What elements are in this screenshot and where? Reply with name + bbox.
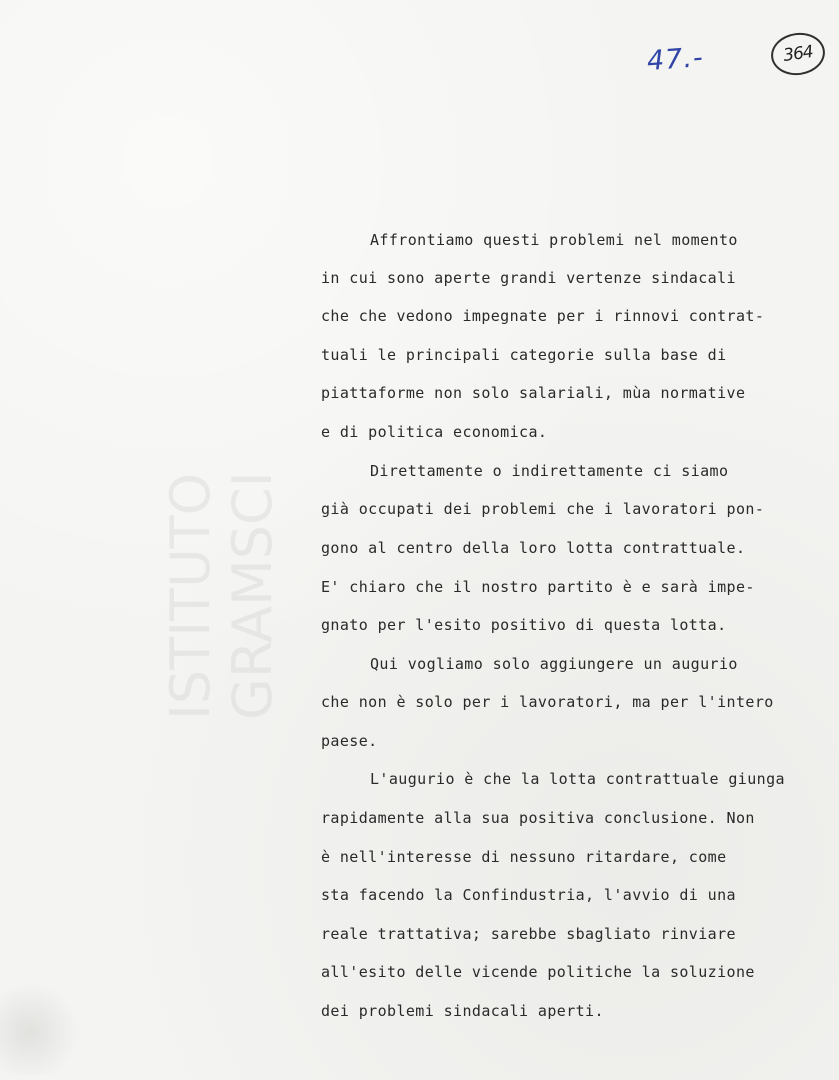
circled-number-text: 364 (782, 42, 814, 66)
text-line: Affrontiamo questi problemi nel momento (370, 231, 738, 249)
text-line: rapidamente alla sua positiva conclusione. Non (321, 809, 755, 827)
text-line: sta facendo la Confindustria, l'avvio di una (321, 886, 736, 904)
text-line: piattaforme non solo salariali, mùa normative (321, 384, 746, 402)
text-line: gnato per l'esito positivo di questa lotta. (321, 616, 727, 634)
text-line: all'esito delle vicende politiche la soluzione (321, 963, 755, 981)
text-line: Qui vogliamo solo aggiungere un augurio (370, 655, 738, 673)
text-line: dei problemi sindacali aperti. (321, 1002, 604, 1020)
text-line: L'augurio è che la lotta contrattuale giunga (370, 770, 785, 788)
text-line: in cui sono aperte grandi vertenze sindacali (321, 269, 736, 287)
text-line: che che vedono impegnate per i rinnovi contrat- (321, 307, 765, 325)
text-line: e di politica economica. (321, 423, 548, 441)
text-line: E' chiaro che il nostro partito è e sarà impe- (321, 578, 755, 596)
text-line: che non è solo per i lavoratori, ma per l'intero (321, 693, 774, 711)
text-line: paese. (321, 732, 378, 750)
text-line: è nell'interesse di nessuno ritardare, come (321, 848, 727, 866)
text-line: Direttamente o indirettamente ci siamo (370, 462, 729, 480)
text-line: gono al centro della loro lotta contrattuale. (321, 539, 746, 557)
archive-watermark: ISTITUTO GRAMSCI (159, 471, 284, 720)
text-line: tuali le principali categorie sulla base di (321, 346, 727, 364)
text-line: già occupati dei problemi che i lavoratori pon- (321, 500, 765, 518)
handwritten-page-number: 47.- (645, 42, 705, 77)
text-line: reale trattativa; sarebbe sbagliato rinviare (321, 925, 736, 943)
